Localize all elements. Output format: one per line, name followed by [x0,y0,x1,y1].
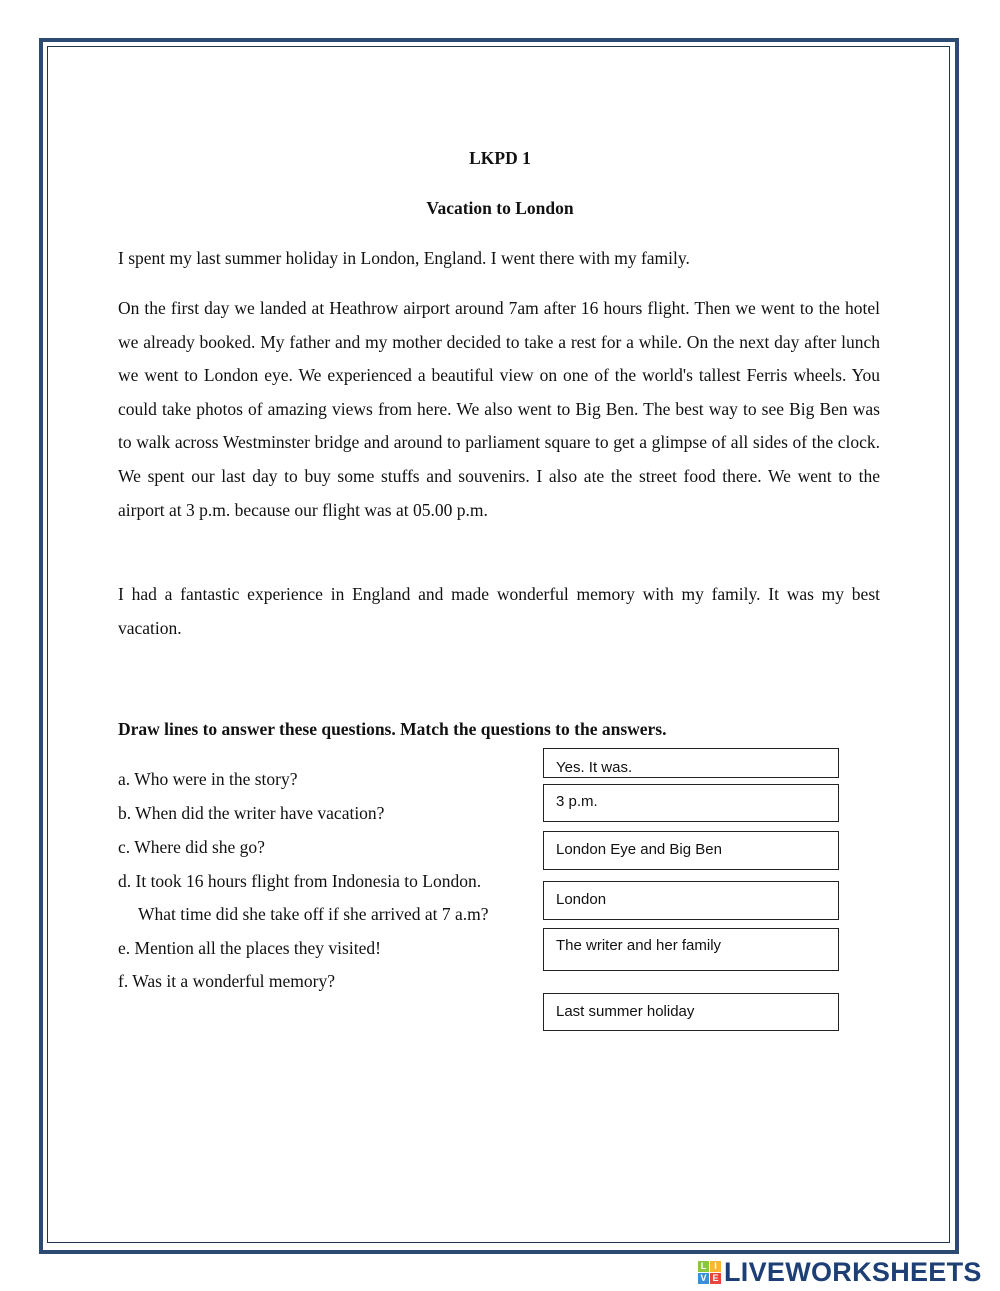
answer-box[interactable]: Last summer holiday [543,993,839,1031]
question-d-continued: What time did she take off if she arrived at 7 a.m? [138,904,489,924]
answer-box[interactable]: London [543,881,839,920]
question-b: b. When did the writer have vacation? [118,803,385,823]
worksheet-code: LKPD 1 [469,148,531,168]
question-c: c. Where did she go? [118,837,265,857]
question-a: a. Who were in the story? [118,769,298,789]
badge-letter: L [698,1261,709,1272]
question-f: f. Was it a wonderful memory? [118,971,335,991]
answer-box[interactable]: London Eye and Big Ben [543,831,839,870]
paragraph-conclusion: I had a fantastic experience in England and made wonderful memory with my family. It was my best vacation. [118,584,880,638]
answer-box[interactable]: Yes. It was. [543,748,839,778]
paragraph-body: On the first day we landed at Heathrow airport around 7am after 16 hours flight. Then we went to the hotel we already booked. My father and my mother decided to take a rest for a while. On the next day after lunch we went to London eye. We experienced a beautiful view on one of the world's tallest Ferris wheels. You could take photos of amazing views from here. We also went to Big Ben. The best way to see Big Ben was to walk across Westminster bridge and around to parliament square to get a glimpse of all sides of the clock. We spent our last day to buy some stuffs and souvenirs. I also ate the street food there. We went to the airport at 3 p.m. because our flight was at 05.00 p.m. [118,298,880,520]
answer-box[interactable]: 3 p.m. [543,784,839,822]
question-d: d. It took 16 hours flight from Indonesia to London. [118,871,482,891]
badge-letter: E [710,1273,721,1284]
live-badge-icon [698,1261,721,1284]
logo-text: LIVEWORKSHEETS [724,1257,982,1287]
worksheet-title: Vacation to London [426,198,574,218]
question-e: e. Mention all the places they visited! [118,938,381,958]
answer-box[interactable]: The writer and her family [543,928,839,971]
paragraph-intro: I spent my last summer holiday in London, England. I went there with my family. [118,248,690,268]
liveworksheets-logo [698,1257,982,1288]
badge-letter: V [698,1273,709,1284]
instructions: Draw lines to answer these questions. Match the questions to the answers. [118,719,667,739]
badge-letter: I [710,1261,721,1272]
